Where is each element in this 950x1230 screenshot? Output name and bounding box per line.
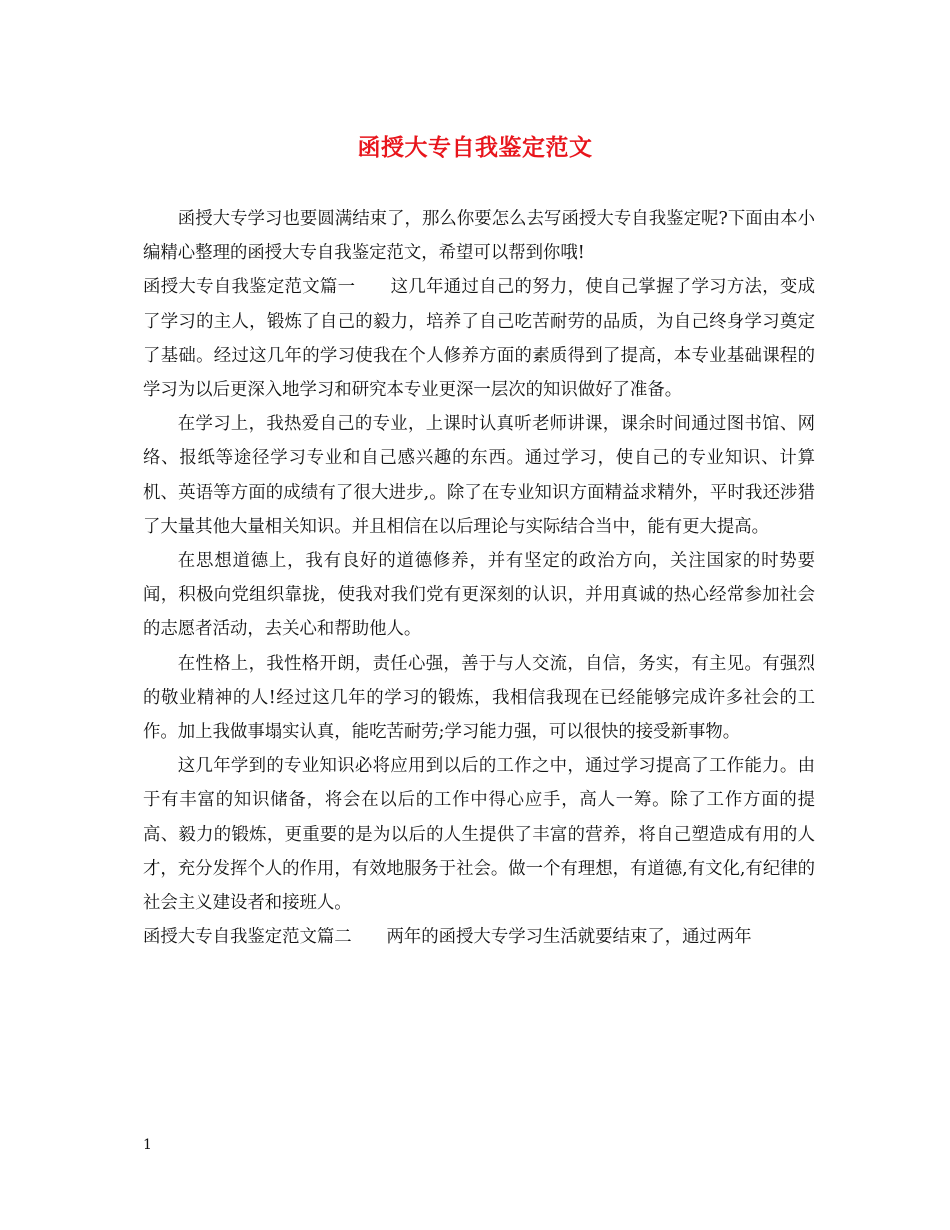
intro-paragraph: 函授大专学习也要圆满结束了，那么你要怎么去写函授大专自我鉴定呢?下面由本小编精心整理的函授大专自我鉴定范文，希望可以帮到你哦! <box>143 209 815 264</box>
section-two-paragraph: 函授大专自我鉴定范文篇二 两年的函授大专学习生活就要结束了，通过两年 <box>143 927 752 948</box>
document-title: 函授大专自我鉴定范文 <box>357 134 593 161</box>
study-paragraph: 在学习上，我热爱自己的专业，上课时认真听老师讲课，课余时间通过图书馆、网络、报纸等途径学习专业和自己感兴趣的东西。通过学习，使自己的专业知识、计算机、英语等方面的成绩有了很大进步,。除了在专业知识方面精益求精外，平时我还涉猎了大量其他大量相关知识。并且相信在以后理论与实际结合当中，能有更大提高。 <box>143 414 815 537</box>
character-paragraph: 在性格上，我性格开朗，责任心强，善于与人交流，自信，务实，有主见。有强烈的敬业精神的人!经过这几年的学习的锻炼，我相信我现在已经能够完成许多社会的工作。加上我做事塌实认真，能吃苦耐劳;学习能力强，可以很快的接受新事物。 <box>143 653 815 743</box>
document-body <box>143 202 815 954</box>
future-paragraph: 这几年学到的专业知识必将应用到以后的工作之中，通过学习提高了工作能力。由于有丰富的知识储备，将会在以后的工作中得心应手，高人一筹。除了工作方面的提高、毅力的锻炼，更重要的是为以后的人生提供了丰富的营养，将自己塑造成有用的人才，充分发挥个人的作用，有效地服务于社会。做一个有理想，有道德,有文化,有纪律的社会主义建设者和接班人。 <box>143 756 815 914</box>
section-one-paragraph: 函授大专自我鉴定范文篇一 这几年通过自己的努力，使自己掌握了学习方法，变成了学习的主人，锻炼了自己的毅力，培养了自己吃苦耐劳的品质，为自己终身学习奠定了基础。经过这几年的学习使我在个人修养方面的素质得到了提高，本专业基础课程的学习为以后更深入地学习和研究本专业更深一层次的知识做好了准备。 <box>143 277 815 401</box>
page-number: 1 <box>143 1137 152 1153</box>
morality-paragraph: 在思想道德上，我有良好的道德修养，并有坚定的政治方向，关注国家的时势要闻，积极向党组织靠拢，使我对我们党有更深刻的认识，并用真诚的热心经常参加社会的志愿者活动，去关心和帮助他人。 <box>143 551 815 640</box>
